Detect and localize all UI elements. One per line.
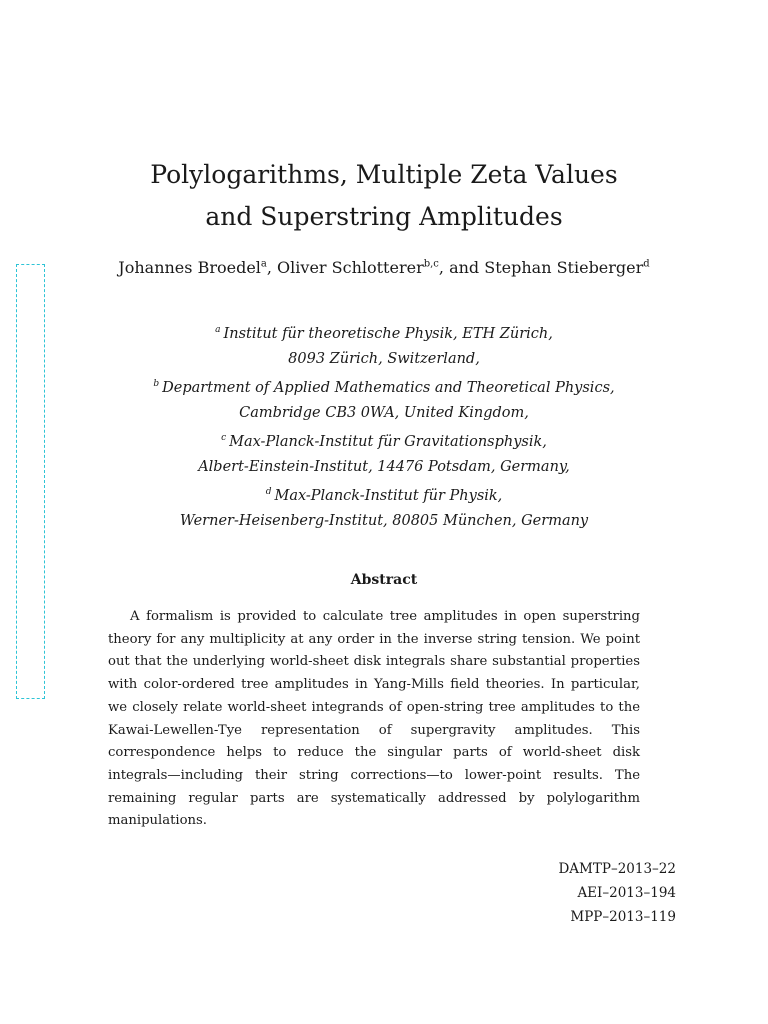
author-list — [0, 258, 768, 277]
report-number: AEI–2013–194 — [577, 885, 676, 901]
author-affil-mark: d — [643, 258, 650, 270]
author-affil-mark: a — [260, 258, 267, 270]
report-numbers — [558, 857, 676, 929]
affiliation-d — [0, 480, 768, 534]
affiliation-b — [0, 372, 768, 426]
affiliation-mark: a — [215, 325, 221, 335]
affiliation-line: Albert-Einstein-Institut, 14476 Potsdam, Germany, — [198, 458, 570, 475]
affiliation-mark: d — [265, 487, 272, 497]
affiliation-mark: b — [153, 379, 160, 389]
affiliation-line: Max-Planck-Institut für Physik, — [274, 487, 503, 504]
report-number: MPP–2013–119 — [570, 909, 676, 925]
affiliation-line: Department of Applied Mathematics and Theoretical Physics, — [162, 379, 615, 396]
paper-title-line-1: Polylogarithms, Multiple Zeta Values — [150, 160, 618, 189]
author-name: Oliver Schlotterer — [277, 258, 424, 277]
paper-title-line-2: and Superstring Amplitudes — [205, 202, 563, 231]
affiliation-line: Cambridge CB3 0WA, United Kingdom, — [239, 404, 529, 421]
affiliation-a — [0, 318, 768, 372]
affiliation-mark: c — [221, 433, 227, 443]
affiliation-line: 8093 Zürich, Switzerland, — [288, 350, 480, 367]
author-separator: , and — [438, 258, 485, 277]
affiliation-line: Max-Planck-Institut für Gravitationsphysik, — [229, 433, 547, 450]
abstract-body: A formalism is provided to calculate tree amplitudes in open superstring theory for any multiplicity at any order in the inverse string tension. We point out that the underlying world-sheet disk integrals share substantial properties with color-ordered tree amplitudes in Yang-Mills field theories. In particular, we closely relate world-sheet integrands of open-string tree amplitudes to the Kawai-Lewellen-Tye representation of supergravity amplitudes. This correspondence helps to reduce the singular parts of world-sheet disk integrals—including their string corrections—to lower-point results. The remaining regular parts are systematically addressed by polylogarithm manipulations. — [108, 609, 640, 829]
author-affil-mark: b,c — [423, 258, 439, 270]
author-name: Johannes Broedel — [118, 258, 261, 277]
author-separator: , — [266, 258, 278, 277]
abstract-heading: Abstract — [350, 572, 418, 588]
affiliation-line: Werner-Heisenberg-Institut, 80805 München, Germany — [179, 512, 589, 529]
author-name: Stephan Stieberger — [484, 258, 644, 277]
report-number: DAMTP–2013–22 — [558, 861, 676, 877]
affiliation-line: Institut für theoretische Physik, ETH Zürich, — [223, 325, 553, 342]
affiliation-c — [0, 426, 768, 480]
